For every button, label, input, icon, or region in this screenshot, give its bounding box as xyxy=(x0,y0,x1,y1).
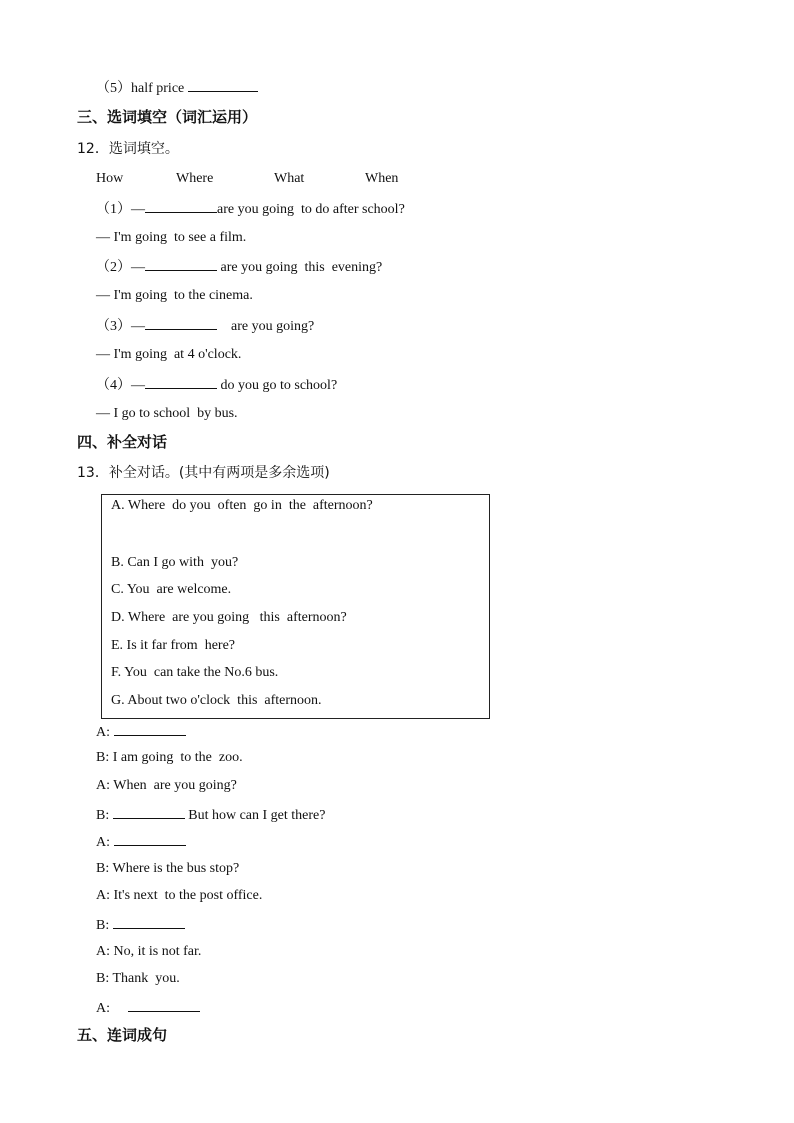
item-text: half price xyxy=(131,81,185,96)
dialogue-dash: — xyxy=(131,319,145,334)
option-d: D. Where are you going this afternoon? xyxy=(111,610,347,625)
answer-blank[interactable] xyxy=(113,805,185,819)
word-bank-item: Where xyxy=(176,171,214,186)
option-e: E. Is it far from here? xyxy=(111,638,235,653)
item-label: （1） xyxy=(96,202,131,217)
answer-blank[interactable] xyxy=(145,316,217,330)
word-bank-item: When xyxy=(365,171,399,186)
section-3-heading: 三、选词填空（词汇运用） xyxy=(77,108,258,126)
item-text: do you go to school? xyxy=(217,378,338,393)
speaker: A: xyxy=(96,778,110,793)
answer-blank[interactable] xyxy=(114,722,186,736)
item-text: are you going? xyxy=(217,319,315,334)
section-4-heading: 四、补全对话 xyxy=(77,433,168,451)
q12-item-4 xyxy=(96,375,337,395)
question-12 xyxy=(77,140,179,158)
q12-item-4-answer: — I go to school by bus. xyxy=(96,406,238,421)
speaker: B: xyxy=(96,750,110,765)
dialogue-line: A: When are you going? xyxy=(96,778,237,793)
question-13 xyxy=(77,464,330,482)
word-bank-item: What xyxy=(274,171,305,186)
speaker: A: xyxy=(96,835,110,850)
dialogue-line: B: But how can I get there? xyxy=(96,805,325,825)
speaker: B: xyxy=(96,861,110,876)
item-label: （2） xyxy=(96,260,131,275)
speaker: B: xyxy=(96,918,110,933)
q11-item-5 xyxy=(96,78,258,98)
dialogue-line xyxy=(96,915,185,935)
option-c: C. You are welcome. xyxy=(111,582,232,597)
section-5-heading: 五、连词成句 xyxy=(77,1026,168,1044)
speaker: B: xyxy=(96,971,110,986)
q12-item-2 xyxy=(96,257,382,277)
speaker: A: xyxy=(96,944,110,959)
q12-item-1-answer: — I'm going to see a film. xyxy=(96,230,247,245)
item-label: （4） xyxy=(96,378,131,393)
dialogue-dash: — xyxy=(131,202,145,217)
dialogue-dash: — xyxy=(131,378,145,393)
options-box xyxy=(101,494,490,719)
item-text: are you going this evening? xyxy=(217,260,383,275)
dialogue-line xyxy=(96,998,200,1018)
speaker: A: xyxy=(96,888,110,903)
answer-blank[interactable] xyxy=(188,78,258,92)
speaker: A: xyxy=(96,1001,110,1016)
dialogue-line: A: No, it is not far. xyxy=(96,944,202,959)
dialogue-line xyxy=(96,722,186,742)
question-number: 13． xyxy=(77,465,109,481)
dialogue-dash: — xyxy=(131,260,145,275)
answer-blank[interactable] xyxy=(145,257,217,271)
answer-blank[interactable] xyxy=(113,915,185,929)
dialogue-line: A: It's next to the post office. xyxy=(96,888,263,903)
speaker: B: xyxy=(96,808,110,823)
dialogue-line xyxy=(96,832,186,852)
item-label: （3） xyxy=(96,319,131,334)
question-instruction: 补全对话。(其中有两项是多余选项) xyxy=(108,465,330,481)
answer-blank[interactable] xyxy=(145,199,217,213)
speaker: A: xyxy=(96,725,110,740)
q12-item-1 xyxy=(96,199,405,219)
item-label: （5） xyxy=(96,81,131,96)
question-number: 12． xyxy=(77,141,109,157)
answer-blank[interactable] xyxy=(114,832,186,846)
dialogue-line: B: Thank you. xyxy=(96,971,180,986)
answer-blank[interactable] xyxy=(145,375,217,389)
answer-blank[interactable] xyxy=(128,998,200,1012)
q12-item-3-answer: — I'm going at 4 o'clock. xyxy=(96,347,242,362)
option-g: G. About two o'clock this afternoon. xyxy=(111,693,322,708)
word-bank-item: How xyxy=(96,171,124,186)
q12-item-3 xyxy=(96,316,314,336)
item-text: are you going to do after school? xyxy=(217,202,405,217)
option-a: A. Where do you often go in the afternoon? xyxy=(111,498,373,513)
question-instruction: 选词填空。 xyxy=(108,141,179,157)
q12-item-2-answer: — I'm going to the cinema. xyxy=(96,288,253,303)
option-f: F. You can take the No.6 bus. xyxy=(111,665,279,680)
option-b: B. Can I go with you? xyxy=(111,555,239,570)
dialogue-line: B: I am going to the zoo. xyxy=(96,750,243,765)
dialogue-line: B: Where is the bus stop? xyxy=(96,861,240,876)
